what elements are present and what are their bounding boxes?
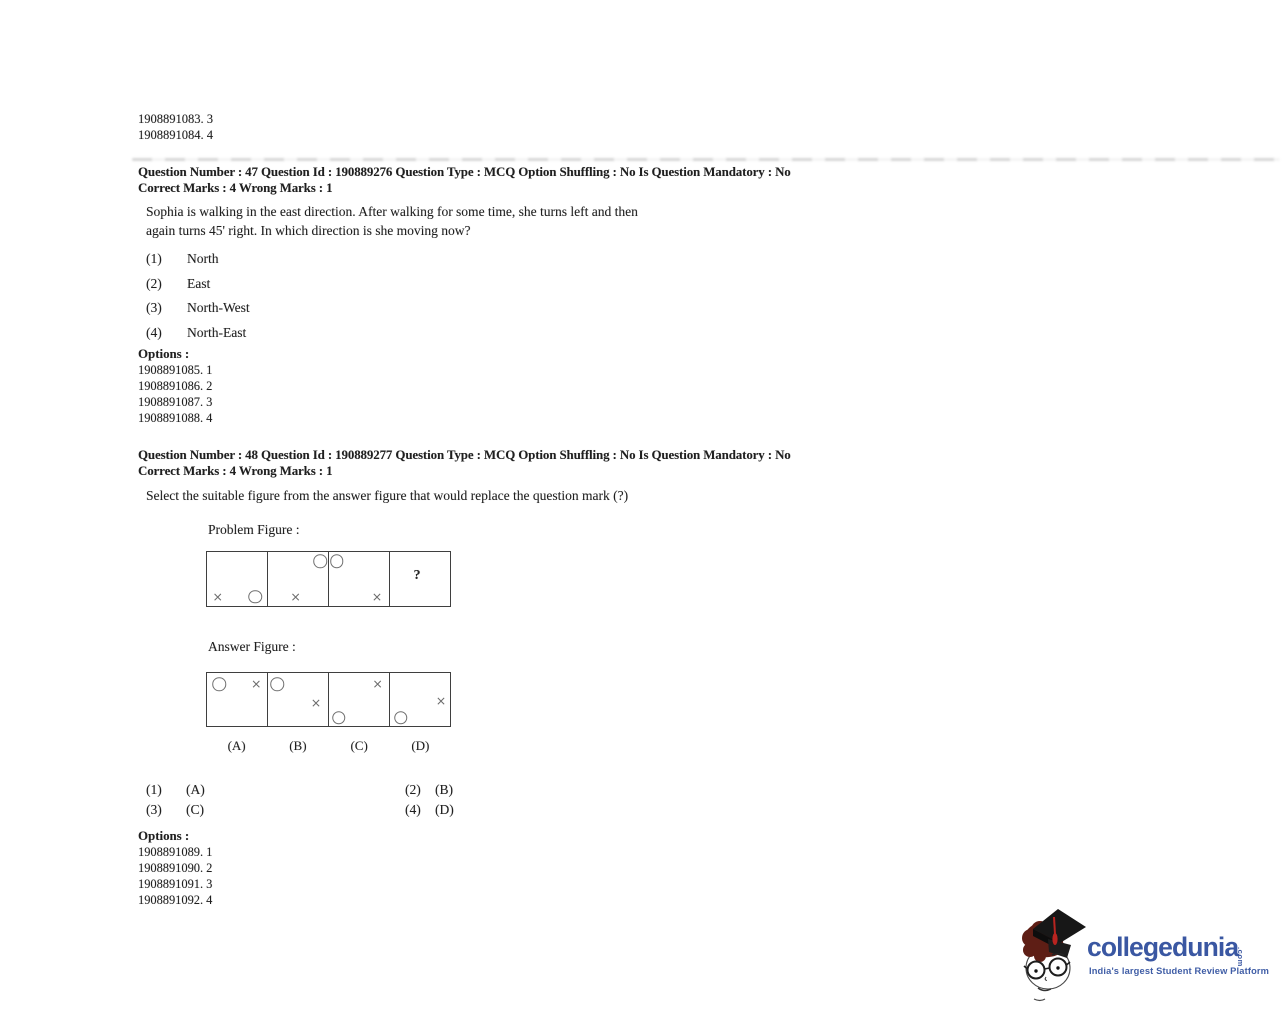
- q48-header: [138, 447, 791, 479]
- figure-cell: [328, 673, 389, 726]
- choice-label: North: [187, 251, 219, 266]
- cross-mark: ×: [372, 675, 383, 691]
- cross-mark: ×: [250, 675, 262, 691]
- choice-row: [146, 326, 250, 340]
- choice-row: [146, 301, 250, 315]
- choice-row: [146, 252, 250, 266]
- problem-figure: [206, 551, 451, 607]
- q48-options-block: [138, 828, 212, 909]
- circle-mark: [330, 554, 344, 568]
- figure-cell: [328, 552, 389, 606]
- choice-number: (2): [405, 782, 421, 797]
- option-id-line: 1908891086. 2: [138, 378, 213, 393]
- q47-choices: [146, 252, 250, 350]
- exam-code-line: 1908891084. 4: [138, 128, 213, 142]
- answer-figure: [206, 672, 451, 727]
- answer-figure-labels: [206, 738, 451, 754]
- choice-number: (3): [146, 300, 162, 315]
- choice-row: [146, 277, 250, 291]
- option-id-line: 1908891088. 4: [138, 410, 213, 425]
- option-id-line: 1908891091. 3: [138, 876, 213, 891]
- figure-cell: [207, 552, 267, 606]
- circle-mark: [313, 554, 327, 568]
- choice-number: (2): [146, 275, 162, 291]
- q47-option-ids: [138, 363, 212, 427]
- choice-row: [146, 783, 405, 797]
- figure-cell-label: (C): [350, 738, 368, 753]
- figure-cell: [267, 673, 328, 726]
- collegedunia-tagline: India's largest Student Review Platform: [1089, 966, 1270, 976]
- choice-label: (D): [435, 802, 454, 817]
- figure-cell-label: (B): [289, 738, 307, 753]
- top-answer-codes: [138, 111, 213, 143]
- q48-choices: [146, 783, 506, 817]
- problem-figure-label: Problem Figure :: [208, 522, 300, 537]
- circle-mark: [394, 711, 408, 725]
- choice-row: [405, 803, 506, 817]
- option-id-line: 1908891085. 1: [138, 363, 213, 377]
- choice-label: East: [187, 275, 211, 291]
- option-id-line: 1908891090. 2: [138, 860, 213, 875]
- circle-mark: [248, 590, 262, 604]
- cross-mark: ×: [371, 588, 383, 604]
- answer-figure-label: Answer Figure :: [208, 639, 296, 654]
- circle-mark: [332, 711, 346, 725]
- choice-number: (1): [146, 251, 162, 266]
- figure-cell: [389, 673, 450, 726]
- figure-cell: [389, 552, 450, 606]
- choice-row: [146, 803, 405, 817]
- scan-artifact-line: [132, 158, 1280, 161]
- q47-options-label: Options :: [138, 347, 190, 361]
- cross-mark: ×: [290, 588, 301, 604]
- circle-mark: [212, 677, 226, 691]
- choice-number: (1): [146, 782, 162, 797]
- choice-label: (B): [435, 782, 453, 797]
- choice-label: (A): [186, 782, 205, 797]
- collegedunia-wordmark: collegedunia: [1087, 932, 1239, 962]
- figure-cell: [207, 673, 267, 726]
- choice-number: (3): [146, 802, 162, 817]
- q48-header-line1: Question Number : 48 Question Id : 190889277 Question Type : MCQ Option Shuffling : No Is Question Mandatory : No: [138, 448, 791, 462]
- figure-cell-label: (A): [227, 738, 246, 753]
- q47-header: [138, 164, 791, 196]
- cross-mark: ×: [212, 588, 224, 604]
- choice-number: (4): [146, 324, 162, 340]
- q47-question: [146, 202, 638, 240]
- q47-question-line1: Sophia is walking in the east direction. After walking for some time, she turns left and then: [146, 204, 638, 219]
- choice-label: North-West: [187, 300, 250, 315]
- cross-mark: ×: [435, 692, 447, 708]
- option-id-line: 1908891087. 3: [138, 394, 213, 409]
- question-mark: ?: [413, 567, 421, 583]
- q48-option-ids: [138, 845, 212, 909]
- q47-header-line1: Question Number : 47 Question Id : 190889276 Question Type : MCQ Option Shuffling : No Is Question Mandatory : No: [138, 165, 791, 179]
- collegedunia-mascot: [1018, 906, 1088, 1014]
- q47-question-line2: again turns 45' right. In which direction is she moving now?: [146, 223, 471, 238]
- option-id-line: 1908891092. 4: [138, 892, 213, 907]
- choice-number: (4): [405, 802, 421, 817]
- q48-question: Select the suitable figure from the answer figure that would replace the question mark (?): [146, 488, 629, 503]
- figure-cell: [267, 552, 328, 606]
- choice-row: [405, 783, 506, 797]
- option-id-line: 1908891089. 1: [138, 845, 213, 859]
- choice-label: North-East: [187, 324, 247, 340]
- collegedunia-domain-suffix: .com: [1236, 947, 1245, 967]
- figure-cell-label: (D): [411, 738, 430, 753]
- exam-code-line: 1908891083. 3: [138, 112, 213, 126]
- choice-label: (C): [186, 802, 204, 817]
- q47-options-block: [138, 346, 212, 427]
- q48-options-label: Options :: [138, 829, 190, 843]
- q48-header-line2: Correct Marks : 4 Wrong Marks : 1: [138, 464, 333, 478]
- cross-mark: ×: [310, 694, 322, 710]
- q47-header-line2: Correct Marks : 4 Wrong Marks : 1: [138, 181, 333, 195]
- circle-mark: [270, 677, 284, 691]
